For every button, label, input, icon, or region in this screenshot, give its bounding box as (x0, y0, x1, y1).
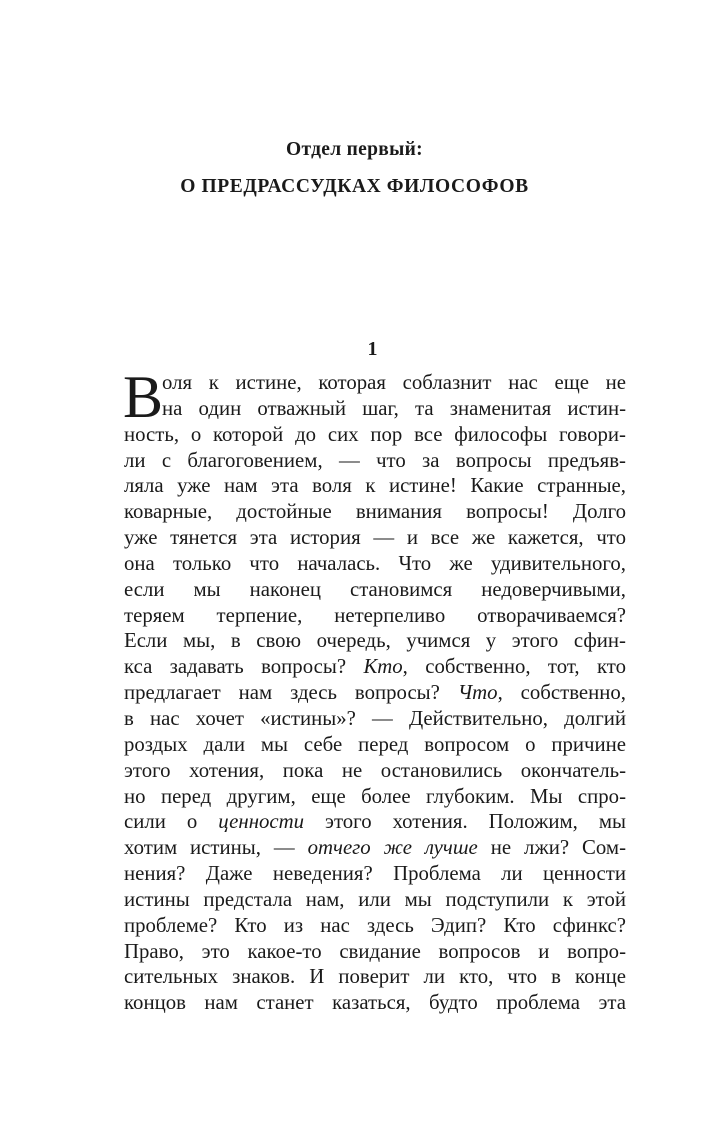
text-segment: сили о (124, 810, 219, 834)
aphorism-number: 1 (367, 338, 378, 360)
text-line (124, 551, 626, 577)
text-segment: истины предстала нам, или мы подступили к этой (124, 887, 626, 911)
text-segment: Если мы, в свою очередь, учимся у этого сфин- (124, 629, 626, 653)
text-line (124, 654, 626, 680)
text-segment: но перед другим, еще более глубоким. Мы спро- (124, 784, 626, 808)
text-line (124, 680, 626, 706)
text-segment: в нас хочет «истины»? — Действительно, долгий (124, 706, 626, 730)
text-segment: , собственно, (497, 681, 626, 705)
drop-cap: В (123, 364, 164, 430)
text-segment: Право, это какое-то свидание вопросов и вопро- (124, 939, 626, 963)
aphorism-text (123, 364, 626, 1016)
section-title: О ПРЕДРАССУДКАХ ФИЛОСОФОВ (180, 176, 529, 197)
text-segment: хотим истины, — (124, 836, 308, 860)
text-line (124, 758, 626, 784)
text-segment: этого хотения, пока не остановились окончатель- (124, 758, 626, 782)
italic-emphasis: Что (457, 681, 498, 705)
text-segment: предлагает нам здесь вопросы? (124, 681, 458, 705)
text-segment: не лжи? Сом- (477, 836, 626, 860)
text-line (124, 835, 626, 861)
text-line (124, 525, 626, 551)
text-line (124, 577, 626, 603)
text-line (124, 448, 626, 474)
text-segment: нения? Даже неведения? Проблема ли ценности (124, 862, 626, 886)
text-line (124, 499, 626, 525)
text-segment: ляла уже нам эта воля к истине! Какие странные, (124, 474, 626, 498)
text-segment: на один отважный шаг, та знаменитая истин- (162, 396, 626, 420)
text-line (124, 396, 626, 422)
text-segment: оля к истине, которая соблазнит нас еще не (162, 371, 626, 394)
text-line (124, 861, 626, 887)
text-line (124, 990, 626, 1016)
text-line (124, 809, 626, 835)
text-line (124, 887, 626, 913)
text-segment: , собственно, тот, кто (402, 655, 626, 679)
italic-emphasis: отчего же лучше (307, 836, 478, 860)
text-segment: ли с благоговением, — что за вопросы предъяв- (124, 448, 626, 472)
italic-emphasis: Кто (363, 655, 403, 679)
text-line (124, 964, 626, 990)
text-segment: концов нам станет казаться, будто проблема эта (124, 991, 626, 1015)
text-segment: проблеме? Кто из нас здесь Эдип? Кто сфинкс? (124, 913, 626, 937)
text-segment: уже тянется эта история — и все же кажется, что (124, 526, 626, 550)
text-line (124, 628, 626, 654)
text-segment: ность, о которой до сих пор все философы говори- (124, 422, 626, 446)
text-segment: теряем терпение, нетерпеливо отворачиваемся? (124, 603, 626, 627)
text-segment: коварные, достойные внимания вопросы! Долго (124, 500, 626, 524)
text-segment: этого хотения. Положим, мы (304, 810, 626, 834)
text-line (124, 370, 626, 396)
section-label: Отдел первый: (286, 139, 423, 160)
text-line (124, 422, 626, 448)
text-line (124, 732, 626, 758)
text-segment: если мы наконец становимся недоверчивыми, (124, 577, 626, 601)
text-line (124, 473, 626, 499)
text-line (124, 939, 626, 965)
text-line (124, 784, 626, 810)
text-segment: роздых дали мы себе перед вопросом о причине (124, 732, 626, 756)
text-line (124, 913, 626, 939)
text-line (124, 603, 626, 629)
text-line (124, 706, 626, 732)
text-segment: сительных знаков. И поверит ли кто, что в конце (124, 965, 626, 989)
text-segment: она только что началась. Что же удивительного, (124, 551, 626, 575)
text-segment: кса задавать вопросы? (124, 655, 364, 679)
italic-emphasis: ценности (218, 810, 305, 834)
